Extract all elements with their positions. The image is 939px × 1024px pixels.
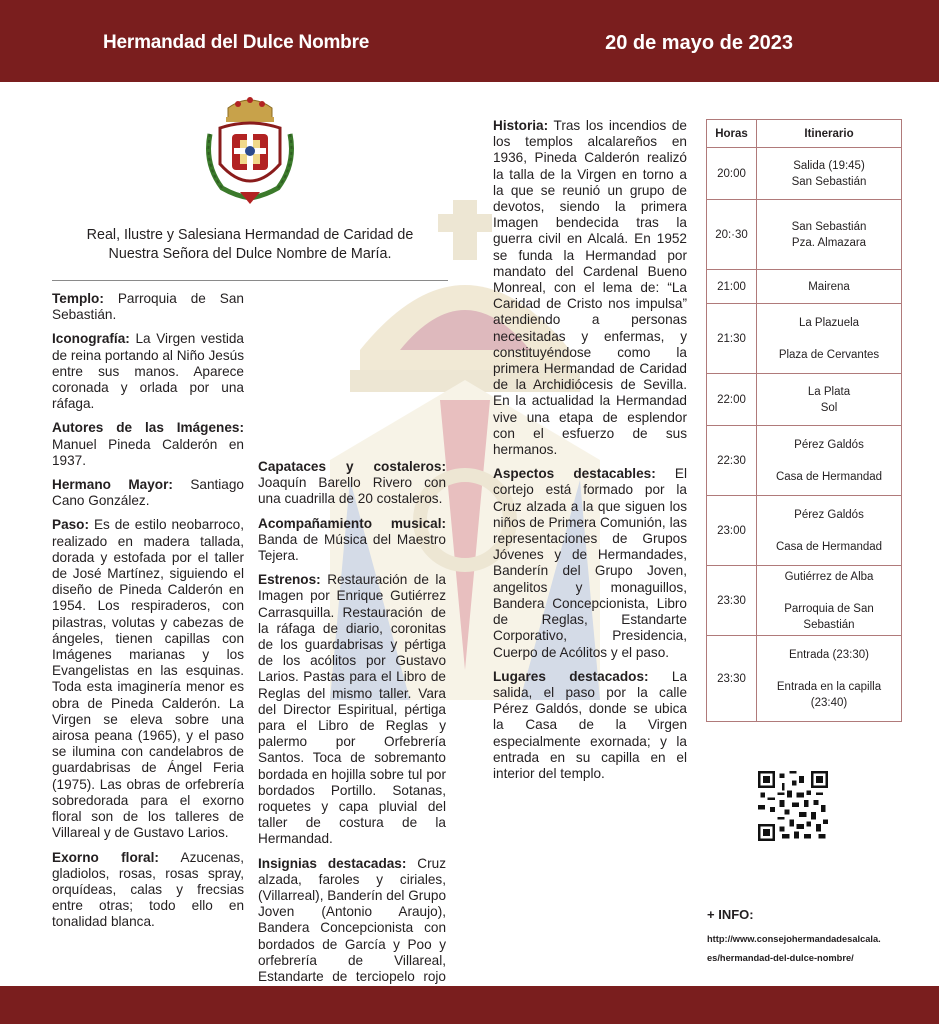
hermano-mayor-text: Santiago Cano González. bbox=[52, 477, 244, 509]
itinerary-hour: 23:00 bbox=[707, 496, 757, 566]
section-exorno bbox=[52, 850, 244, 931]
itinerary-row bbox=[707, 200, 902, 270]
itinerary-route-line: Parroquia de San Sebastián bbox=[784, 602, 874, 631]
itinerary-header-horas: Horas bbox=[707, 120, 757, 148]
acompanamiento-text: Banda de Música del Maestro Tejera. bbox=[258, 531, 446, 564]
info-title: + INFO: bbox=[707, 907, 754, 922]
section-acompanamiento bbox=[258, 516, 446, 565]
itinerary-route bbox=[757, 374, 902, 426]
itinerary-route bbox=[757, 304, 902, 374]
itinerary-route-line: Casa de Hermandad bbox=[775, 540, 883, 553]
itinerary-row bbox=[707, 426, 902, 496]
itinerary-route-line: Pérez Galdós bbox=[794, 438, 864, 451]
itinerary-hour: 20:·30 bbox=[707, 200, 757, 270]
section-lugares bbox=[493, 669, 687, 782]
itinerary-route bbox=[757, 426, 902, 496]
section-historia bbox=[493, 118, 687, 458]
autores-label: Autores de las Imágenes: bbox=[52, 420, 244, 436]
section-templo bbox=[52, 291, 244, 323]
itinerary-row bbox=[707, 304, 902, 374]
itinerary-row bbox=[707, 566, 902, 636]
itinerary-hour: 21:00 bbox=[707, 270, 757, 304]
hermandad-full-name bbox=[50, 226, 450, 264]
hermandad-name-line1: Real, Ilustre y Salesiana Hermandad de Caridad de bbox=[86, 227, 414, 243]
itinerary-route-line: La Plazuela bbox=[798, 316, 860, 329]
capataces-label: Capataces y costaleros: bbox=[258, 459, 446, 474]
itinerary-route-line: Casa de Hermandad bbox=[775, 470, 883, 483]
itinerary-hour: 23:30 bbox=[707, 636, 757, 722]
itinerary-route-line: Entrada en la capilla bbox=[776, 680, 882, 693]
itinerary-row bbox=[707, 496, 902, 566]
estrenos-label: Estrenos: bbox=[258, 572, 321, 588]
itinerary-header-itinerario: Itinerario bbox=[757, 120, 902, 148]
estrenos-text: Restauración de la Imagen por Enrique Gutiérrez Carrasquilla. Restauración de la ráfaga de diario, coronitas de los guardabrisas y pértiga de los acólitos por Gustavo Larios. Pastas para el Libro de Reglas del mismo taller. Vara del Director Espiritual, pértiga para el Libro de Reglas y palermo por Orfebrería Santos. Toca de sobremanto bordada en hojilla sobre tul por bordados Portillo. Sotanas, roquetes y capa pluvial del taller de costura de la Hermandad. bbox=[258, 572, 446, 847]
itinerary-header-row bbox=[707, 120, 902, 148]
lugares-text: La salida, el paso por la calle Pérez Galdós, donde se ubica la Casa de la Virgen especialmente exornada; y la entrada en su capilla en el interior del templo. bbox=[493, 668, 687, 781]
itinerary-row bbox=[707, 148, 902, 200]
itinerary-hour: 21:30 bbox=[707, 304, 757, 374]
section-hermano-mayor bbox=[52, 477, 244, 509]
itinerary-row bbox=[707, 636, 902, 722]
itinerary-route-line: San Sebastián bbox=[791, 175, 867, 188]
itinerary-route-line: Pza. Almazara bbox=[791, 236, 867, 249]
itinerary-route-line bbox=[758, 331, 900, 347]
itinerary-route-line: La Plata bbox=[807, 385, 851, 398]
acompanamiento-label: Acompañamiento musical: bbox=[258, 515, 446, 531]
itinerary-body bbox=[707, 148, 902, 722]
header-title: Hermandad del Dulce Nombre bbox=[103, 32, 370, 53]
aspectos-text: El cortejo está formado por la Cruz alzada a la que siguen los niños de Primera Comunión, las representaciones de Grupos Jóvenes y de Hermandades, Banderín del Grupo Joven, angelitos y monaguillos, Bandera Concepcionista, Libro de Reglas, Estandarte Corporativo, Presidencia, Cuerpo de Acólitos y el paso. bbox=[493, 466, 687, 660]
itinerary-route-line: (23:40) bbox=[810, 696, 848, 709]
text-column-2 bbox=[258, 291, 446, 1024]
itinerary-route-line: San Sebastián bbox=[791, 220, 867, 233]
iconografia-label: Iconografía: bbox=[52, 331, 130, 347]
section-paso bbox=[52, 517, 244, 841]
info-url-line1: http://www.consejohermandadesalcala. bbox=[707, 934, 881, 944]
header-bar bbox=[0, 0, 939, 82]
itinerary-route-line: Gutiérrez de Alba bbox=[784, 570, 874, 583]
section-iconografia bbox=[52, 331, 244, 412]
section-capataces bbox=[258, 459, 446, 508]
qr-code bbox=[758, 771, 828, 841]
capataces-text: Joaquín Barello Rivero con una cuadrilla de 20 costaleros. bbox=[258, 475, 446, 507]
itinerary-route-line: Mairena bbox=[808, 280, 850, 293]
itinerary-route-line: Salida (19:45) bbox=[793, 159, 865, 172]
itinerary-route bbox=[757, 496, 902, 566]
itinerary-route-line: Plaza de Cervantes bbox=[778, 348, 880, 361]
historia-text: Tras los incendios de los templos alcalareños en 1936, Pineda Calderón realizó la talla de la Virgen en torno a la que se reunió un grupo de devotos, siendo la primera Imagen bendecida tras la guerra civil en Alcalá. En 1952 se funda la Hermandad por mandato del Cardenal Bueno Monreal, con el lema de: “La Caridad de Cristo nos impulsa” atendiendo a personas necesitadas y enfermas, y constituyéndose como la primera Hermandad de Caridad de la Archidiócesis de Sevilla. En la actualidad la Hermandad vive una etapa de esplendor con el esfuerzo de sus hermanos. bbox=[493, 118, 687, 458]
itinerary-row bbox=[707, 270, 902, 304]
itinerary-hour: 22:30 bbox=[707, 426, 757, 496]
templo-text: Parroquia de San Sebastián. bbox=[52, 291, 244, 323]
itinerary-route-line bbox=[758, 453, 900, 469]
hermano-mayor-label: Hermano Mayor: bbox=[52, 477, 173, 493]
itinerary-route bbox=[757, 636, 902, 722]
section-aspectos bbox=[493, 466, 687, 660]
itinerary-route-line bbox=[758, 585, 900, 601]
section-estrenos bbox=[258, 572, 446, 847]
hermandad-name-line2: Nuestra Señora del Dulce Nombre de María. bbox=[108, 246, 392, 262]
paso-text: Es de estilo neobarroco, realizado en madera tallada, dorada y estofada por el taller de José Martínez, siguiendo el diseño de Pineda Calderón en 1954. Los respiraderos, con pilastras, volutas y cabezas de ángeles, tienen capillas con Imágenes marianas y los Evangelistas en las esquinas. Toda esta imaginería menor es obra de Pineda Calderón. La Virgen se eleva sobre una airosa peana (1965), y el paso se ilumina con candelabros de guardabrisas de Ángel Feria (1975). Las obras de orfebrería sobredorada para el exorno floral son de los talleres de Villareal y de Gustavo Larios. bbox=[52, 517, 244, 841]
paso-label: Paso: bbox=[52, 517, 90, 533]
aspectos-label: Aspectos destacables: bbox=[493, 466, 656, 482]
info-url-line2: es/hermandad-del-dulce-nombre/ bbox=[707, 953, 854, 963]
section-autores bbox=[52, 420, 244, 469]
iconografia-text: La Virgen vestida de reina portando al Niño Jesús entre sus manos. Aparece coronada y orlada por una ráfaga. bbox=[52, 331, 244, 412]
itinerary-hour: 22:00 bbox=[707, 374, 757, 426]
historia-label: Historia: bbox=[493, 118, 549, 133]
header-date: 20 de mayo de 2023 bbox=[605, 32, 793, 54]
insignias-label: Insignias destacadas: bbox=[258, 855, 407, 871]
exorno-label: Exorno floral: bbox=[52, 849, 159, 865]
itinerary-route-line: Sol bbox=[820, 401, 838, 414]
itinerary-route bbox=[757, 270, 902, 304]
text-column-3 bbox=[493, 118, 687, 790]
itinerary-route bbox=[757, 148, 902, 200]
itinerary-hour: 20:00 bbox=[707, 148, 757, 200]
itinerary-route-line: Entrada (23:30) bbox=[789, 648, 869, 661]
itinerary-hour: 23:30 bbox=[707, 566, 757, 636]
text-column-1 bbox=[52, 291, 244, 939]
info-link[interactable] bbox=[707, 930, 907, 968]
templo-label: Templo: bbox=[52, 291, 104, 306]
autores-text: Manuel Pineda Calderón en 1937. bbox=[52, 436, 244, 468]
lugares-label: Lugares destacados: bbox=[493, 668, 649, 684]
itinerary-route bbox=[757, 566, 902, 636]
itinerary-table bbox=[706, 119, 902, 722]
itinerary-route-line bbox=[758, 663, 900, 679]
itinerary-route bbox=[757, 200, 902, 270]
itinerary-route-line bbox=[758, 523, 900, 539]
insignias-text: Cruz alzada, faroles y ciriales, (Villarreal), Banderín del Grupo Joven (Antonio Araujo), Bandera Concepcionista con bordados de García y Poo y orfebrería de Villareal, Estandarte de terciopelo rojo bbox=[258, 855, 447, 985]
itinerary-route-line: Pérez Galdós bbox=[794, 508, 864, 521]
exorno-text: Azucenas, gladiolos, rosas, rosas spray, orquídeas, calas y frecsias entre otras; todo ello en tonalidad blanca. bbox=[52, 849, 244, 930]
footer-bar bbox=[0, 986, 939, 1024]
itinerary-row bbox=[707, 374, 902, 426]
divider bbox=[52, 280, 448, 281]
hermandad-crest-logo bbox=[200, 94, 300, 206]
